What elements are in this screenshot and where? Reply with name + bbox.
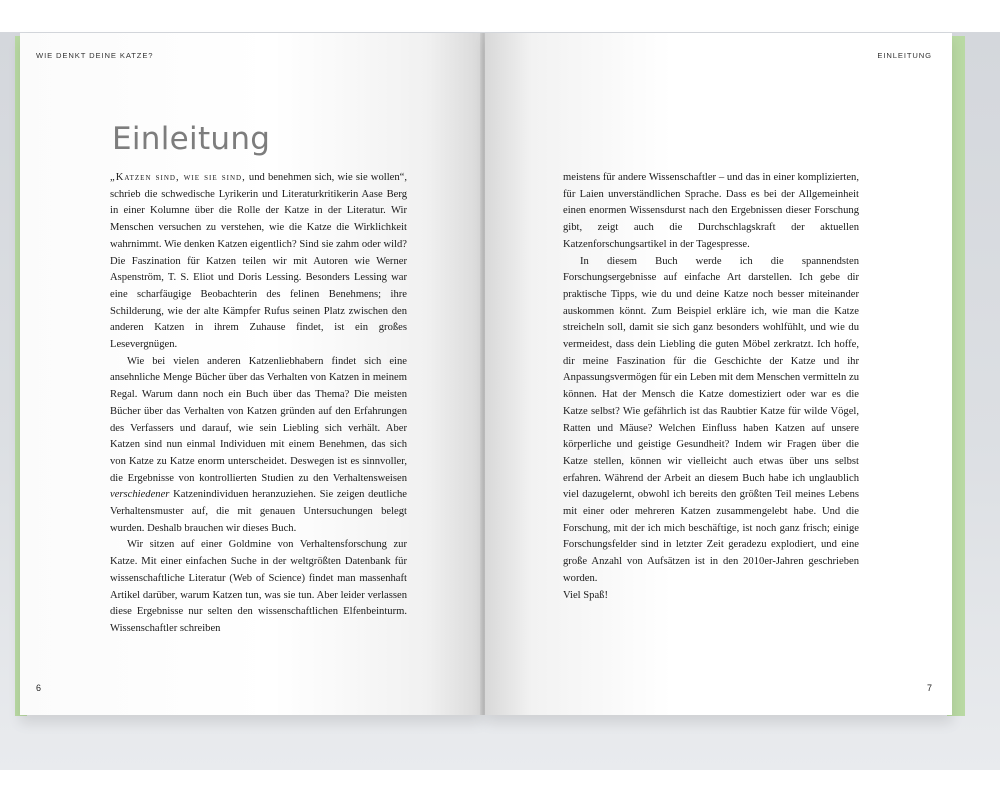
running-head-book-title: WIE DENKT DEINE KATZE? <box>36 51 154 60</box>
paragraph: In diesem Buch werde ich die spannendsten Forschungsergebnisse auf einfache Art darstellen. Ich gebe dir praktische Tipps, wie du und deine Katze noch besser miteinander auskommen könnt. Zum Beispiel erkläre ich, wie man die Katze streicheln soll, damit sie sich ganz besonders wohlfühlt, und wie du vermeidest, dass dein Liebling die guten Möbel zerkratzt. Ich hoffe, dir meine Faszination für die Geschichte der Katze und ihr Anpassungsvermögen für ein Leben mit dem Menschen vermitteln zu können. Hat der Mensch die Katze domestiziert oder war es die Katze selbst? Wie gefährlich ist das Raubtier Katze für wilde Vögel, Ratten und Mäuse? Welchen Einfluss haben Katzen auf unsere körperliche und geistige Gesundheit? Indem wir Fragen über die Katze stellen, können wir vielleicht auch etwas über uns selbst erfahren. Während der Arbeit an diesem Buch habe ich unglaublich viel dazugelernt, obwohl ich bereits den größten Teil meines Lebens mit einer oder mehreren Katzen zusammengelebt habe. Und die Forschung, mit der ich mich beschäftige, ist noch ganz frisch; einige Forschungsfelder sind in letzter Zeit geradezu explodiert, und eine große Anzahl von Aufsätzen ist in den 2010er-Jahren geschrieben worden. <box>563 255 859 584</box>
paragraph-text: Wie bei vielen anderen Katzenliebhabern findet sich eine ansehnliche Menge Bücher über das Verhalten von Katzen in meinem Regal. Warum dann noch ein Buch über das Thema? Die meisten Bücher über das Verhalten von Katzen gründen auf den Erfahrungen des Verfassers und darauf, wie sein Liebling sich verhält. Aber Katzen sind nun einmal Individuen mit einem Benehmen, das sich von Katze zu Katze enorm unterscheidet. Deswegen ist es sinnvoller, die Ergebnisse von kontrollierten Studien zu den Verhaltensweisen <box>110 355 407 484</box>
left-page-body <box>110 170 407 638</box>
paragraph-text: und benehmen sich, wie sie wollen“, schrieb die schwedische Lyrikerin und Literaturkritikerin Aase Berg in einer Kolumne über die Rolle der Katze in der Literatur. Wir Menschen versuchen zu verstehen, wie die Katze die Wirklichkeit wahrnimmt. Wie denken Katzen eigentlich? Sind sie zahm oder wild? Die Faszination für Katzen teilen wir mit Autoren wie Werner Aspenström, T. S. Eliot und Doris Lessing. Besonders Lessing war eine scharfäugige Beobachterin des felinen Benehmens; ihre Schilderung, wie der alte Kämpfer Rufus seinen Platz zwischen den anderen Katzen in ihrem Zuhause findet, ist ein großes Lesevergnügen. <box>110 172 407 351</box>
page-number: 6 <box>36 683 42 693</box>
page-number: 7 <box>926 683 932 693</box>
emphasis-text: verschiedener <box>110 489 170 501</box>
chapter-title: Einleitung <box>112 121 271 157</box>
paragraph <box>110 354 407 538</box>
paragraph-text: Katzenindividuen heranzuziehen. Sie zeigen deutliche Verhaltensmuster auf, die mit genauen Untersuchungen belegt wurden. Deshalb brauchen wir dieses Buch. <box>110 489 407 534</box>
opening-small-caps: „Katzen sind, wie sie sind, <box>110 172 246 183</box>
paragraph: Wir sitzen auf einer Goldmine von Verhaltensforschung zur Katze. Mit einer einfachen Suche in der weltgrößten Datenbank für wissenschaftliche Literatur (Web of Science) findet man massenhaft Artikel darüber, warum Katzen tun, was sie tun. Aber leider verlassen diese Ergebnisse nur selten den wissenschaftlichen Elfenbeinturm. Wissenschaftler schreiben <box>110 539 407 634</box>
left-page <box>20 33 482 715</box>
right-page <box>485 33 952 715</box>
running-head-chapter: EINLEITUNG <box>877 51 932 60</box>
paragraph: meistens für andere Wissenschaftler – und das in einer komplizierten, für Laien unverständlichen Sprache. Dass es bei der Allgemeinheit einen enormen Wissensdurst nach den Ergebnissen dieser Forschung gibt, zeigt auch die Durchschlagskraft der aktuellen Katzenforschungsartikel in der Tagespresse. <box>563 172 859 250</box>
paragraph <box>110 170 407 354</box>
closing-line: Viel Spaß! <box>563 589 608 601</box>
right-page-body <box>563 170 859 604</box>
